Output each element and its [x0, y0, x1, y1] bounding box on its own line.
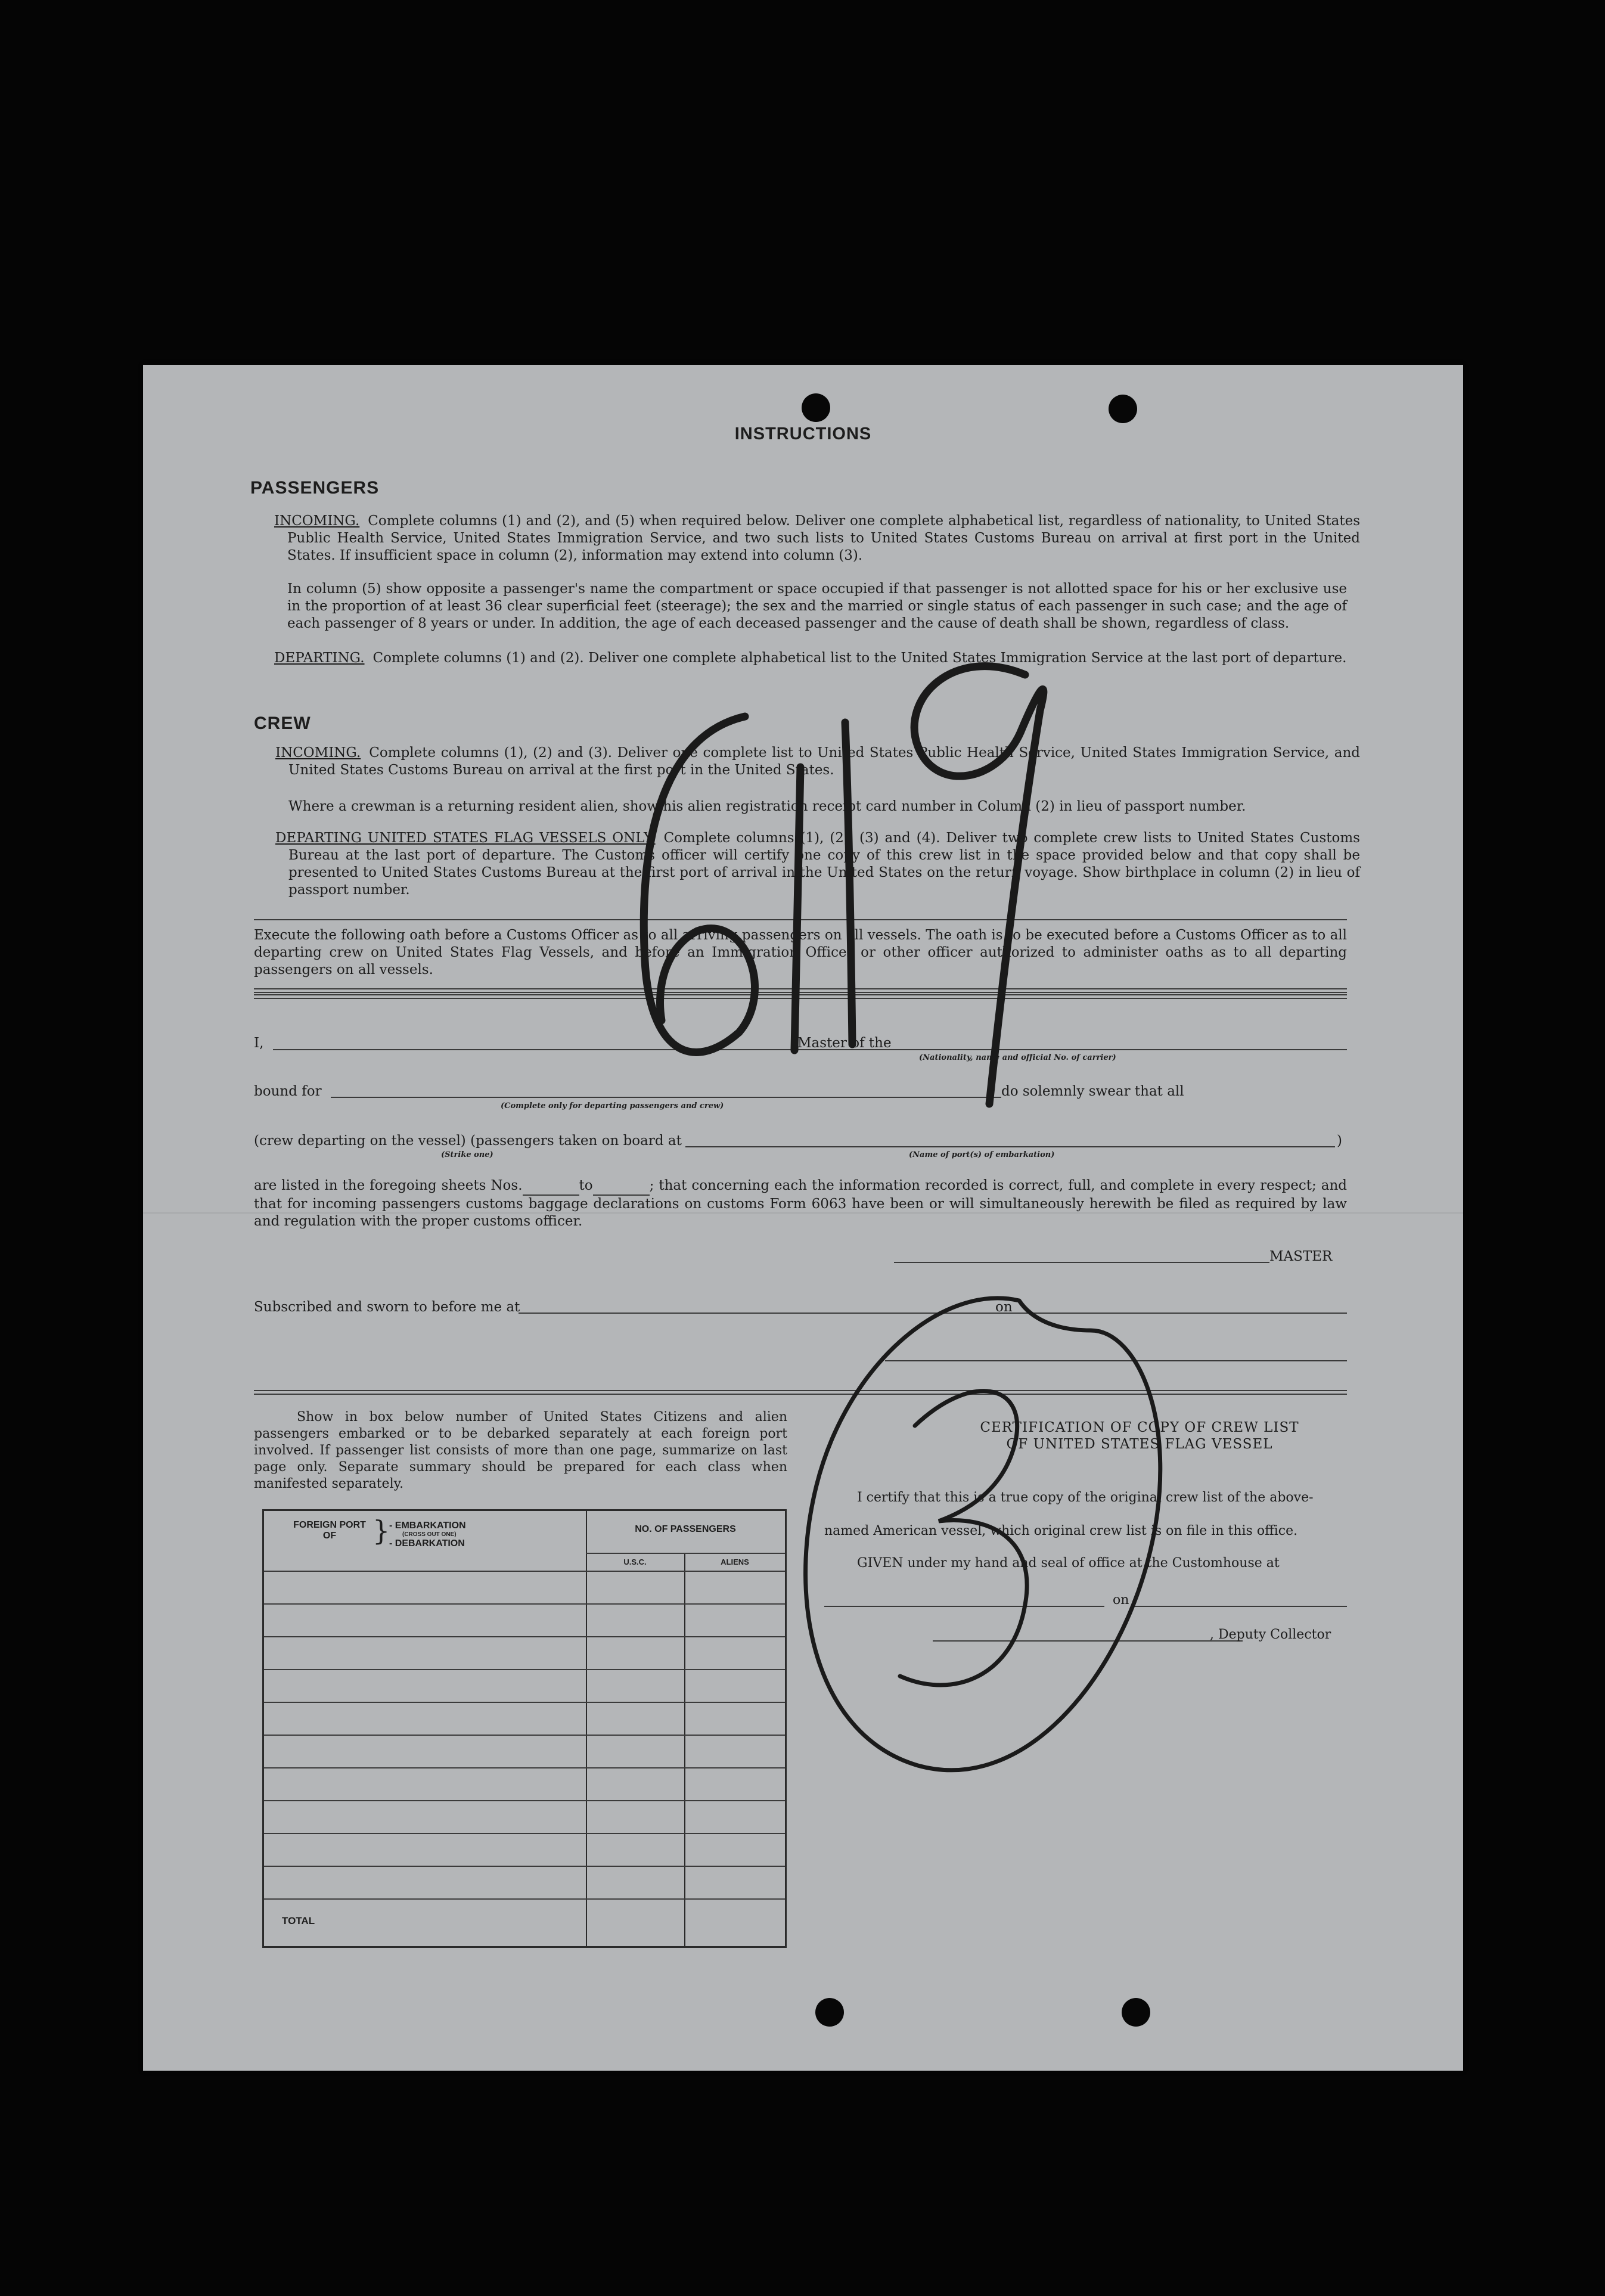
table-row[interactable] [264, 1800, 785, 1801]
foreign-port-header: FOREIGN PORT OF [293, 1520, 366, 1541]
table-row[interactable] [264, 1767, 785, 1768]
usc-header: U.S.C. [623, 1557, 647, 1566]
ports-field[interactable] [685, 1146, 1335, 1147]
customhouse-field[interactable] [824, 1606, 1104, 1607]
crew-heading: CREW [254, 713, 311, 733]
departing-text: Complete columns (1) and (2). Deliver one complete alphabetical list to the United States Immigration Service at the last port of departure. [372, 650, 1347, 666]
certification-text-1: I certify that this is a true copy of the original crew list of the above- [857, 1490, 1314, 1505]
incoming-label: INCOMING. [274, 513, 360, 529]
bound-for-field[interactable] [331, 1097, 1001, 1098]
officer-field[interactable] [885, 1360, 1347, 1361]
table-row[interactable] [264, 1636, 785, 1637]
punch-hole [802, 393, 830, 422]
column5-instructions: In column (5) show opposite a passenger's name the compartment or space occupied if that passenger is not allotted space for his or her exclusive use in the proportion of at least 36 clear superficial feet (steerage); the sex and the married or single status of each passenger in such case; and the age of each passenger of 8 years or under. In addition, the age of each deceased passenger and the cause of death shall be shown, regardless of class. [287, 581, 1347, 631]
divider [254, 919, 1347, 920]
form-title: INSTRUCTIONS [734, 424, 872, 443]
crew-departing-label: DEPARTING UNITED STATES FLAG VESSELS ONLY. [275, 830, 656, 846]
incoming-text: Complete columns (1) and (2), and (5) when required below. Deliver one complete alphabetical list, regardless of nationality, to United States Public Health Service, United States Immigration Service, and two such lists to United States Customs Bureau on arrival at first port in the United States. If insufficient space in column (2), information may extend into column (3). [287, 513, 1360, 563]
master-label: MASTER [1269, 1249, 1333, 1264]
certification-heading-2: OF UNITED STATES FLAG VESSEL [1006, 1436, 1273, 1452]
passengers-incoming [274, 513, 1360, 564]
deputy-collector: , Deputy Collector [1210, 1627, 1331, 1642]
oath-i: I, [254, 1035, 264, 1051]
certification-heading-1: CERTIFICATION OF COPY OF CREW LIST [980, 1420, 1299, 1435]
oath-intro: Execute the following oath before a Customs Officer as to all arriving passengers on all vessels. The oath is to be executed before a Customs Officer as to all departing crew on United States Flag Vessels, and before an Immigration Officer or other officer authorized to administer oaths as to all departing passengers on all vessels. [254, 927, 1347, 978]
listed-clause [254, 1177, 1347, 1230]
crew-resident-alien: Where a crewman is a returning resident alien, show his alien registration receipt card number in Column (2) in lieu of passport number. [288, 799, 1246, 814]
crew-departing [275, 830, 1360, 899]
table-row[interactable] [264, 1898, 785, 1900]
close-paren: ) [1337, 1133, 1342, 1149]
departing-label: DEPARTING. [274, 650, 365, 666]
certification-text-2: named American vessel, which original crew list is on file in this office. [824, 1524, 1298, 1538]
master-of-the: Master of the [797, 1035, 892, 1051]
carrier-note: (Nationality, name and official No. of carrier) [919, 1053, 1116, 1062]
carrier-field[interactable] [888, 1049, 1347, 1050]
table-row[interactable] [264, 1735, 785, 1736]
strike-one-note: (Strike one) [441, 1150, 493, 1159]
subscribed-label: Subscribed and sworn to before me at [254, 1299, 520, 1315]
listed-to: to [579, 1178, 593, 1193]
debarkation-header: - DEBARKATION [389, 1538, 465, 1549]
double-divider [254, 994, 1347, 999]
table-row[interactable] [264, 1603, 785, 1605]
certification-on: on [1113, 1593, 1129, 1608]
subscribed-on: on [995, 1299, 1013, 1315]
crew-incoming [275, 744, 1360, 779]
punch-hole [1122, 1998, 1150, 2027]
deputy-signature-field[interactable] [933, 1640, 1243, 1642]
total-label: TOTAL [282, 1915, 315, 1926]
table-row[interactable] [264, 1669, 785, 1670]
listed-a: are listed in the foregoing sheets Nos. [254, 1178, 523, 1193]
summary-instructions: Show in box below number of United States Citizens and alien passengers embarked or to be debarked separately at each foreign port involved. If passenger list consists of more than one page, summarize on last page only. Separate summary should be prepared for each class when manifested separately. [254, 1410, 787, 1491]
listed-b: ; that concerning each the information recorded is correct, full, and complete in every respect; and that for incoming passengers customs baggage declarations on customs Form 6063 have been or will simultaneously herewith be filed as required by law and regulation with the proper customs officer. [254, 1178, 1347, 1229]
double-divider [254, 988, 1347, 993]
brace: } [372, 1515, 390, 1547]
aliens-header: ALIENS [721, 1557, 749, 1566]
crew-incoming-text: Complete columns (1), (2) and (3). Deliver one complete list to United States Public Health Service, United States Immigration Service, and United States Customs Bureau on arrival at the first port in the United States. [288, 745, 1360, 778]
double-divider [254, 1390, 1347, 1395]
swear-text: do solemnly swear that all [1001, 1084, 1184, 1099]
form-page [143, 365, 1463, 2071]
bound-for: bound for [254, 1084, 322, 1099]
passengers-departing [274, 650, 1360, 667]
punch-hole [1109, 395, 1137, 423]
passenger-summary-table [262, 1509, 787, 1948]
subscribed-place-field[interactable] [519, 1313, 1347, 1314]
certification-text-3: GIVEN under my hand and seal of office at the Customhouse at [857, 1556, 1280, 1571]
cross-out-note: (CROSS OUT ONE) [402, 1531, 457, 1538]
certification-date-field[interactable] [1134, 1606, 1347, 1607]
crew-incoming-label: INCOMING. [275, 745, 361, 761]
ports-note: (Name of port(s) of embarkation) [909, 1150, 1055, 1159]
bound-note: (Complete only for departing passengers and crew) [501, 1102, 724, 1110]
sheet-from-field[interactable] [523, 1177, 579, 1196]
embarkation-header: - EMBARKATION [389, 1521, 466, 1531]
table-row[interactable] [264, 1866, 785, 1867]
no-passengers-header: NO. OF PASSENGERS [635, 1524, 736, 1534]
punch-hole [815, 1998, 844, 2027]
sheet-to-field[interactable] [593, 1177, 650, 1196]
table-row[interactable] [264, 1833, 785, 1834]
master-signature-field[interactable] [894, 1262, 1269, 1263]
crew-departing-clause: (crew departing on the vessel) (passengers taken on board at [254, 1133, 682, 1149]
passengers-heading: PASSENGERS [250, 478, 380, 498]
crew-departing-text: Complete columns (1), (2), (3) and (4). Deliver two complete crew lists to United States Customs Bureau at the last port of departure. The Customs officer will certify one copy of this crew list in the space provided below and that copy shall be presented to United States Customs Bureau at the first port of arrival in the United States on the return voyage. Show birthplace in column (2) in lieu of passport number. [288, 830, 1360, 898]
table-row[interactable] [264, 1702, 785, 1703]
